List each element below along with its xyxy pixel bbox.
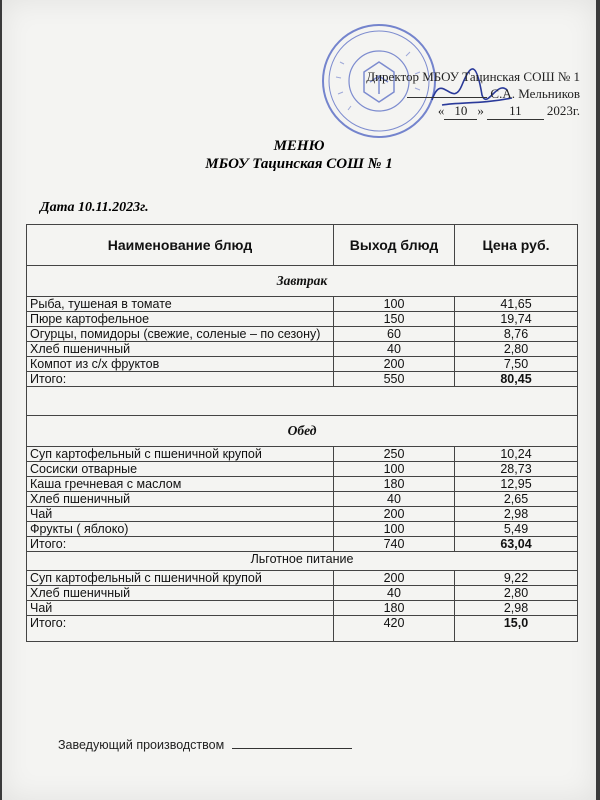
table-row [27,571,578,586]
cell-name: Пюре картофельное [27,312,334,327]
section-breakfast: Завтрак [27,266,578,297]
cell-output: 200 [334,571,455,586]
cell-price: 2,80 [455,342,578,357]
table-row [27,297,578,312]
approval-name: С.А. Мельников [490,86,580,101]
cell-output: 40 [334,492,455,507]
approval-day: 10 [444,102,477,120]
cell-output: 100 [334,522,455,537]
cell-output: 180 [334,477,455,492]
cell-name: Чай [27,507,334,522]
preferential-total-row: Итого: 420 15,0 [27,616,578,642]
cell-output: 40 [334,586,455,601]
table-row [27,492,578,507]
lunch-total-row: Итого: 740 63,04 [27,537,578,552]
cell-price: 10,24 [455,447,578,462]
cell-price: 19,74 [455,312,578,327]
cell-output: 100 [334,462,455,477]
cell-name: Каша гречневая с маслом [27,477,334,492]
cell-name: Компот из с/х фруктов [27,357,334,372]
approval-director: Директор МБОУ Тацинская СОШ № 1 [366,69,580,84]
cell-price: 2,98 [455,601,578,616]
cell-output: 250 [334,447,455,462]
document-page [2,0,596,800]
table-row [27,477,578,492]
table-row [27,312,578,327]
cell-name: Хлеб пшеничный [27,342,334,357]
cell-price: 2,65 [455,492,578,507]
production-manager-signature-line [58,738,352,752]
section-preferential: Льготное питание [27,552,578,571]
approval-month: 11 [487,102,544,120]
cell-price: 2,80 [455,586,578,601]
cell-price: 8,76 [455,327,578,342]
table-row [27,507,578,522]
cell-price: 5,49 [455,522,578,537]
column-header-price: Цена руб. [455,225,578,266]
table-row [27,462,578,477]
table-row [27,342,578,357]
approval-year: 2023г. [546,103,580,118]
cell-output: 150 [334,312,455,327]
breakfast-total-row: Итого: 550 80,45 [27,372,578,387]
cell-output: 200 [334,357,455,372]
table-row [27,327,578,342]
cell-name: Хлеб пшеничный [27,586,334,601]
cell-price: 2,98 [455,507,578,522]
cell-name: Хлеб пшеничный [27,492,334,507]
cell-output: 100 [334,297,455,312]
menu-title: МЕНЮ [273,138,325,154]
cell-price: 9,22 [455,571,578,586]
cell-name: Сосиски отварные [27,462,334,477]
column-header-name: Наименование блюд [27,225,334,266]
table-row [27,447,578,462]
cell-price: 7,50 [455,357,578,372]
cell-price: 28,73 [455,462,578,477]
cell-output: 200 [334,507,455,522]
cell-price: 41,65 [455,297,578,312]
table-row [27,522,578,537]
cell-name: Суп картофельный с пшеничной крупой [27,571,334,586]
cell-name: Огурцы, помидоры (свежие, соленые – по сезону) [27,327,334,342]
cell-output: 40 [334,342,455,357]
footer-label: Заведующий производством [58,738,225,752]
cell-name: Чай [27,601,334,616]
menu-date: Дата 10.11.2023г. [40,200,149,215]
cell-output: 180 [334,601,455,616]
school-subtitle: МБОУ Тацинская СОШ № 1 [205,156,393,172]
column-header-output: Выход блюд [334,225,455,266]
table-row [27,586,578,601]
cell-name: Рыба, тушеная в томате [27,297,334,312]
table-row [27,357,578,372]
menu-table [26,224,578,642]
approval-block: Директор МБОУ Тацинская СОШ № 1 С.А. Мельников « 10 » 11 2023г. [366,69,580,118]
table-row [27,601,578,616]
cell-price: 12,95 [455,477,578,492]
section-lunch: Обед [27,416,578,447]
cell-name: Фрукты ( яблоко) [27,522,334,537]
cell-name: Суп картофельный с пшеничной крупой [27,447,334,462]
cell-output: 60 [334,327,455,342]
